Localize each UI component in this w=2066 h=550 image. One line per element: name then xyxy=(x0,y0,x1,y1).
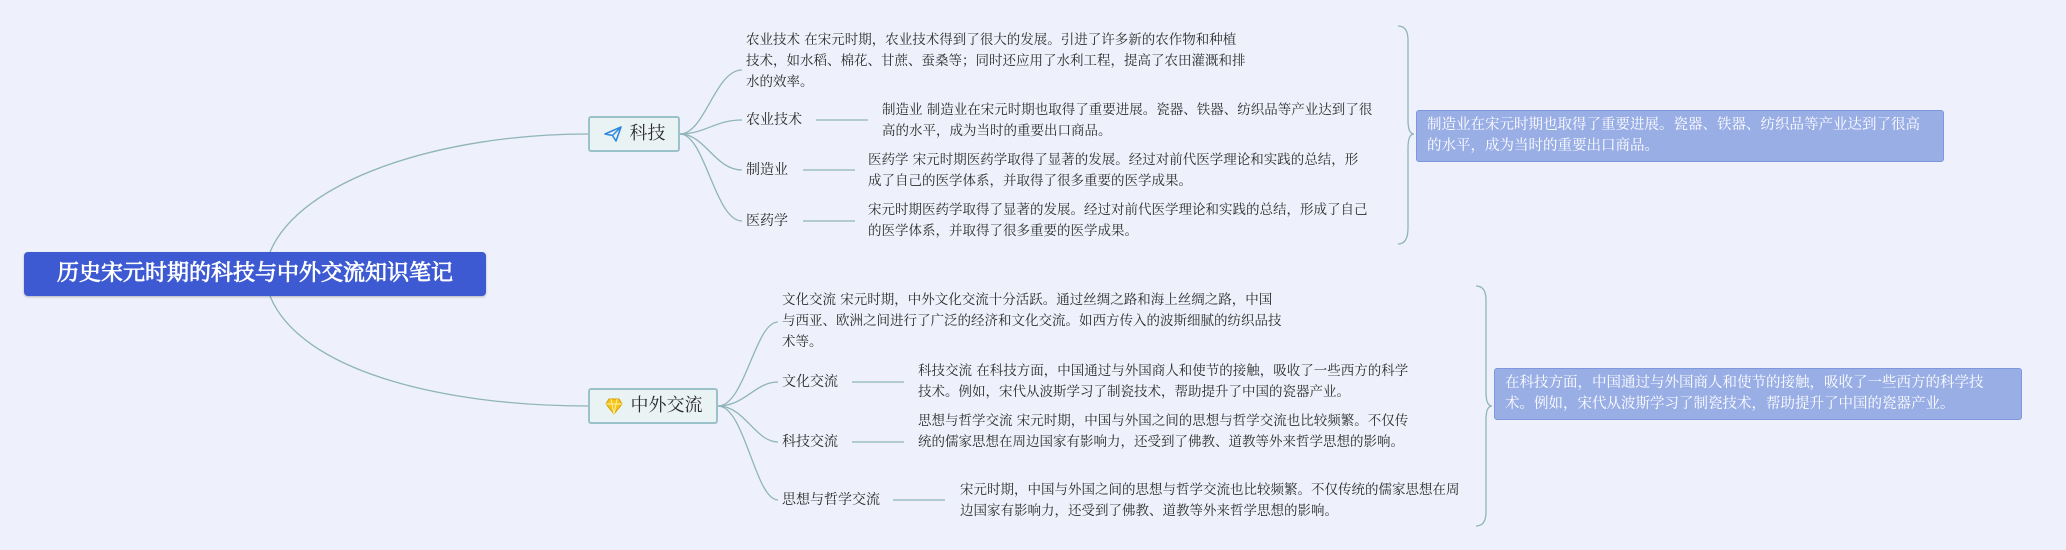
exchange-item-1-label[interactable]: 文化交流 xyxy=(782,374,838,390)
exchange-summary-brace xyxy=(1476,286,1492,526)
tech-link-2 xyxy=(680,134,742,170)
tech-item-0-text[interactable]: 农业技术 在宋元时期，农业技术得到了很大的发展。引进了许多新的农作物和种植技术，如水稻、棉花、甘蔗、蚕桑等；同时还应用了水利工程，提高了农田灌溉和排水的效率。 xyxy=(746,32,1246,90)
tech-summary[interactable]: 制造业在宋元时期也取得了重要进展。瓷器、铁器、纺织品等产业达到了很高的水平，成为当时的重要出口商品。 xyxy=(1416,110,1944,162)
tech-item-2-label[interactable]: 制造业 xyxy=(746,162,788,178)
exchange-item-3-text[interactable]: 宋元时期，中国与外国之间的思想与哲学交流也比较频繁。不仅传统的儒家思想在周边国家有影响力，还受到了佛教、道教等外来哲学思想的影响。 xyxy=(960,482,1460,519)
exchange-link-2 xyxy=(718,406,778,442)
exchange-item-0-text[interactable]: 文化交流 宋元时期，中外文化交流十分活跃。通过丝绸之路和海上丝绸之路，中国与西亚、欧洲之间进行了广泛的经济和文化交流。如西方传入的波斯细腻的纺织品技术等。 xyxy=(782,292,1282,350)
tech-item-3-text[interactable]: 宋元时期医药学取得了显著的发展。经过对前代医学理论和实践的总结，形成了自己的医学体系，并取得了很多重要的医学成果。 xyxy=(868,202,1368,239)
exchange-summary[interactable]: 在科技方面，中国通过与外国商人和使节的接触，吸收了一些西方的科学技术。例如，宋代从波斯学习了制瓷技术，帮助提升了中国的瓷器产业。 xyxy=(1494,368,2022,420)
tech-link-3 xyxy=(680,134,742,221)
exchange-item-2-label[interactable]: 科技交流 xyxy=(782,434,838,450)
exchange-item-3-label[interactable]: 思想与哲学交流 xyxy=(782,492,880,508)
paper-plane-icon xyxy=(603,124,623,144)
tech-item-1-label[interactable]: 农业技术 xyxy=(746,112,802,128)
branch-tech-label: 科技 xyxy=(629,123,666,144)
root-node[interactable]: 历史宋元时期的科技与中外交流知识笔记 xyxy=(24,252,486,296)
exchange-link-3 xyxy=(718,406,778,500)
branch-exchange-label: 中外交流 xyxy=(630,395,703,416)
root-to-exchange-link xyxy=(270,296,588,406)
tech-link-0 xyxy=(680,70,742,134)
diamond-icon xyxy=(604,396,624,416)
branch-tech[interactable] xyxy=(588,116,680,152)
root-to-tech-link xyxy=(270,134,588,252)
exchange-link-0 xyxy=(718,322,778,406)
branch-exchange[interactable] xyxy=(588,388,718,424)
tech-item-3-label[interactable]: 医药学 xyxy=(746,213,788,229)
tech-item-1-text[interactable]: 制造业 制造业在宋元时期也取得了重要进展。瓷器、铁器、纺织品等产业达到了很高的水平，成为当时的重要出口商品。 xyxy=(882,102,1373,139)
exchange-item-2-text[interactable]: 思想与哲学交流 宋元时期，中国与外国之间的思想与哲学交流也比较频繁。不仅传统的儒家思想在周边国家有影响力，还受到了佛教、道教等外来哲学思想的影响。 xyxy=(918,413,1409,450)
tech-link-1 xyxy=(680,120,742,134)
tech-summary-brace xyxy=(1398,26,1414,244)
exchange-item-1-text[interactable]: 科技交流 在科技方面，中国通过与外国商人和使节的接触，吸收了一些西方的科学技术。例如，宋代从波斯学习了制瓷技术，帮助提升了中国的瓷器产业。 xyxy=(918,363,1409,400)
tech-item-2-text[interactable]: 医药学 宋元时期医药学取得了显著的发展。经过对前代医学理论和实践的总结，形成了自己的医学体系，并取得了很多重要的医学成果。 xyxy=(868,152,1359,189)
